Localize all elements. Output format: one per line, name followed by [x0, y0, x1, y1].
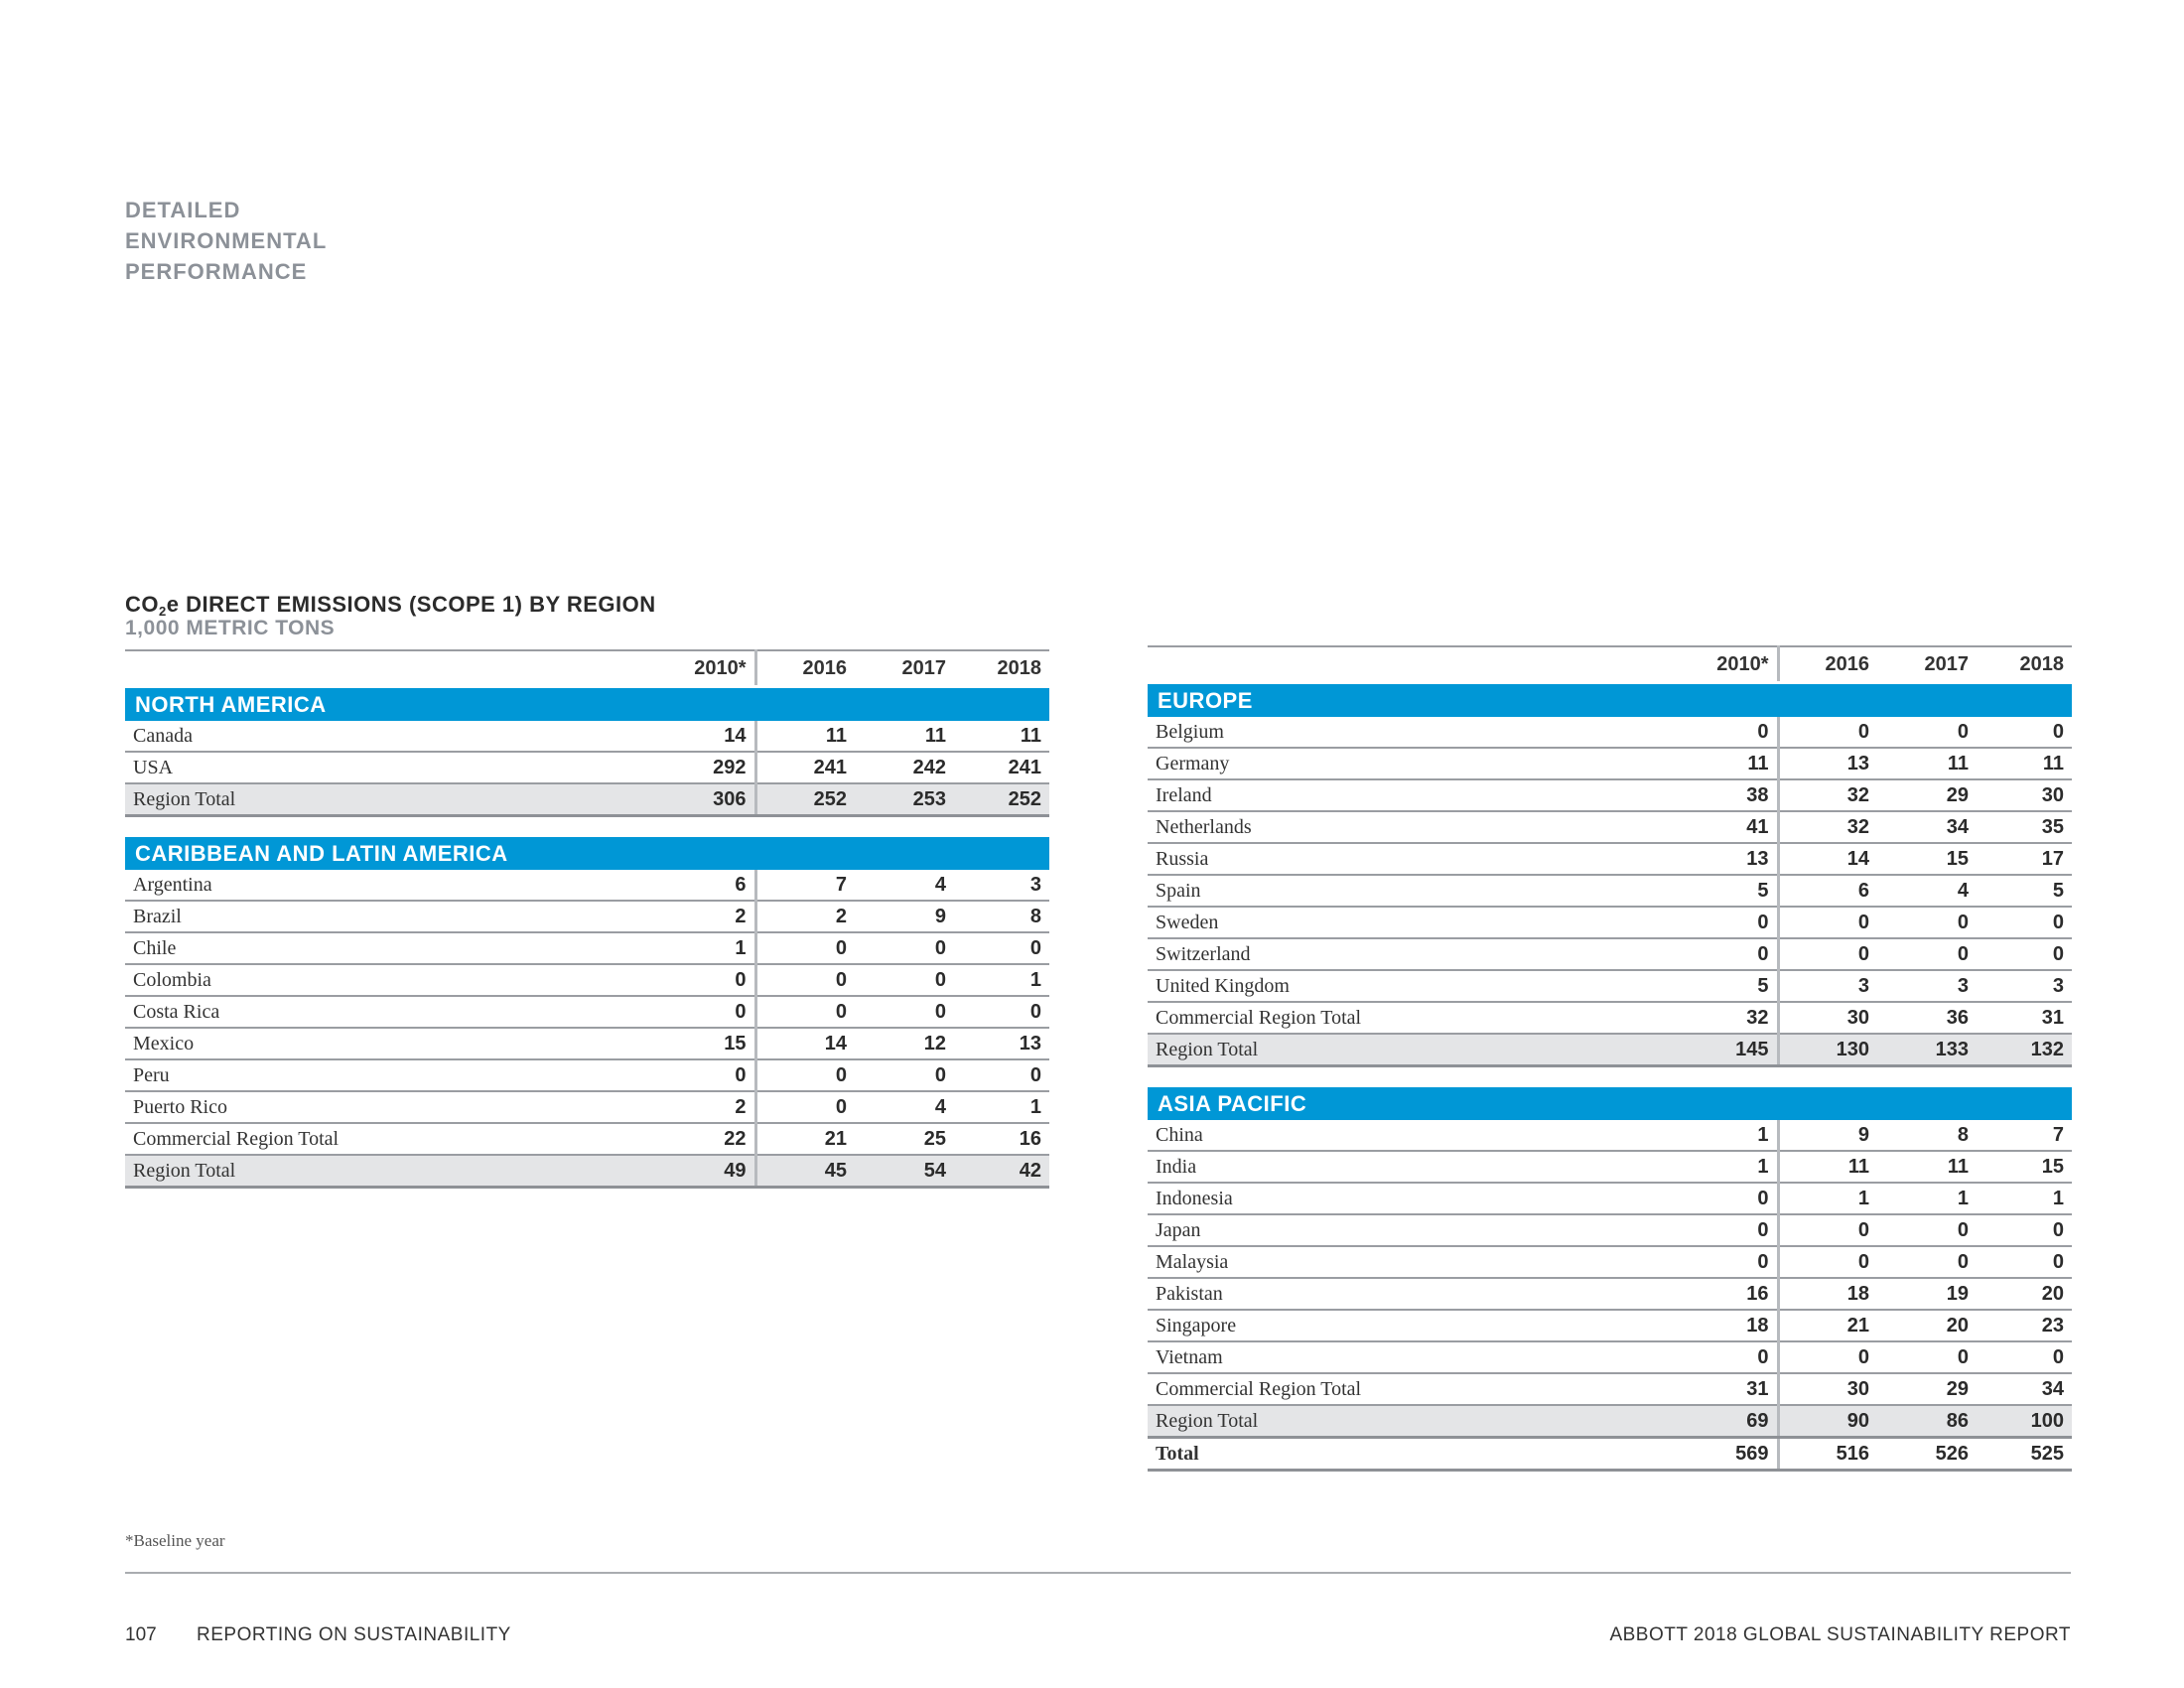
table-row	[125, 901, 1049, 932]
baseline-value-cell: 0	[656, 1059, 755, 1091]
section-label-line: DETAILED	[125, 198, 241, 222]
table-row	[125, 1028, 1049, 1059]
value-cell: 11	[1977, 748, 2072, 779]
table-row	[1148, 875, 2072, 907]
region-total-row	[1148, 1405, 2072, 1438]
value-cell: 34	[1977, 1373, 2072, 1405]
header-row	[125, 650, 1049, 687]
table-body	[1148, 683, 2072, 1471]
value-cell: 4	[1877, 875, 1977, 907]
value-cell: 32	[1778, 811, 1877, 843]
baseline-value-cell: 14	[656, 721, 755, 752]
value-cell: 2	[755, 901, 855, 932]
table-row	[125, 964, 1049, 996]
value-cell: 30	[1778, 1002, 1877, 1034]
value-cell: 36	[1877, 1002, 1977, 1034]
baseline-value-cell: 0	[1679, 907, 1778, 938]
region-name: ASIA PACIFIC	[1148, 1087, 2072, 1120]
row-label: Commercial Region Total	[125, 1123, 656, 1155]
emissions-table-left	[125, 649, 1049, 1189]
baseline-value-cell: 0	[1679, 717, 1778, 748]
row-label: Argentina	[125, 870, 656, 901]
value-cell: 0	[1977, 938, 2072, 970]
value-cell: 0	[1778, 907, 1877, 938]
column-header-year: 2010*	[1679, 646, 1778, 683]
row-label: USA	[125, 752, 656, 783]
row-label: Ireland	[1148, 779, 1679, 811]
region-name: NORTH AMERICA	[125, 687, 1049, 722]
value-cell: 3	[1977, 970, 2072, 1002]
value-cell: 29	[1877, 1373, 1977, 1405]
value-cell: 0	[1877, 907, 1977, 938]
value-cell: 9	[1778, 1120, 1877, 1151]
table-row	[125, 870, 1049, 901]
baseline-value-cell: 41	[1679, 811, 1778, 843]
baseline-value-cell: 1	[1679, 1120, 1778, 1151]
row-label: Canada	[125, 721, 656, 752]
value-cell: 11	[755, 721, 855, 752]
table-row	[1148, 970, 2072, 1002]
table-row	[1148, 1151, 2072, 1183]
table-row	[125, 1123, 1049, 1155]
table-row	[1148, 1214, 2072, 1246]
table-row	[125, 721, 1049, 752]
row-label: Japan	[1148, 1214, 1679, 1246]
value-cell: 516	[1778, 1438, 1877, 1471]
table-row	[125, 752, 1049, 783]
baseline-value-cell: 5	[1679, 970, 1778, 1002]
value-cell: 5	[1977, 875, 2072, 907]
baseline-value-cell: 18	[1679, 1310, 1778, 1341]
row-label: Sweden	[1148, 907, 1679, 938]
value-cell: 241	[755, 752, 855, 783]
value-cell: 4	[855, 870, 954, 901]
baseline-value-cell: 13	[1679, 843, 1778, 875]
emissions-table-right	[1148, 645, 2072, 1472]
baseline-value-cell: 6	[656, 870, 755, 901]
table-row	[1148, 843, 2072, 875]
baseline-value-cell: 0	[656, 964, 755, 996]
value-cell: 20	[1877, 1310, 1977, 1341]
value-cell: 21	[1778, 1310, 1877, 1341]
baseline-value-cell: 69	[1679, 1405, 1778, 1438]
section-label-line: ENVIRONMENTAL	[125, 228, 328, 253]
region-header-row	[125, 687, 1049, 722]
footer-divider	[125, 1572, 2071, 1574]
table-row	[1148, 1341, 2072, 1373]
table-header	[1148, 646, 2072, 683]
value-cell: 12	[855, 1028, 954, 1059]
value-cell: 90	[1778, 1405, 1877, 1438]
value-cell: 8	[954, 901, 1049, 932]
baseline-value-cell: 31	[1679, 1373, 1778, 1405]
table-row	[1148, 1310, 2072, 1341]
column-header-year: 2016	[1778, 646, 1877, 683]
baseline-value-cell: 0	[1679, 938, 1778, 970]
footer-section-name: REPORTING ON SUSTAINABILITY	[197, 1624, 511, 1645]
baseline-value-cell: 11	[1679, 748, 1778, 779]
region-spacer-cell	[1148, 1066, 2072, 1088]
table-row	[125, 932, 1049, 964]
value-cell: 133	[1877, 1034, 1977, 1066]
row-label: Total	[1148, 1438, 1679, 1471]
value-cell: 6	[1778, 875, 1877, 907]
value-cell: 0	[1877, 938, 1977, 970]
baseline-value-cell: 16	[1679, 1278, 1778, 1310]
table-row	[1148, 811, 2072, 843]
baseline-value-cell: 22	[656, 1123, 755, 1155]
region-total-row	[1148, 1034, 2072, 1066]
value-cell: 0	[755, 996, 855, 1028]
value-cell: 14	[755, 1028, 855, 1059]
region-spacer-cell	[125, 816, 1049, 838]
row-label: Costa Rica	[125, 996, 656, 1028]
baseline-value-cell: 49	[656, 1155, 755, 1188]
table-body	[125, 687, 1049, 1188]
table-row	[1148, 1278, 2072, 1310]
value-cell: 16	[954, 1123, 1049, 1155]
value-cell: 20	[1977, 1278, 2072, 1310]
value-cell: 30	[1778, 1373, 1877, 1405]
baseline-value-cell: 1	[656, 932, 755, 964]
header-empty-cell	[1148, 646, 1679, 683]
row-label: United Kingdom	[1148, 970, 1679, 1002]
value-cell: 29	[1877, 779, 1977, 811]
table-row	[125, 1091, 1049, 1123]
value-cell: 4	[855, 1091, 954, 1123]
row-label: Region Total	[1148, 1405, 1679, 1438]
section-label	[125, 195, 327, 287]
value-cell: 525	[1977, 1438, 2072, 1471]
value-cell: 0	[1877, 1246, 1977, 1278]
row-label: India	[1148, 1151, 1679, 1183]
column-header-year: 2018	[1977, 646, 2072, 683]
value-cell: 23	[1977, 1310, 2072, 1341]
value-cell: 17	[1977, 843, 2072, 875]
value-cell: 25	[855, 1123, 954, 1155]
row-label: Germany	[1148, 748, 1679, 779]
value-cell: 1	[1977, 1183, 2072, 1214]
value-cell: 3	[1877, 970, 1977, 1002]
baseline-value-cell: 0	[1679, 1341, 1778, 1373]
value-cell: 0	[954, 996, 1049, 1028]
region-name: CARIBBEAN AND LATIN AMERICA	[125, 837, 1049, 870]
value-cell: 32	[1778, 779, 1877, 811]
table-row	[1148, 938, 2072, 970]
value-cell: 11	[1877, 748, 1977, 779]
value-cell: 241	[954, 752, 1049, 783]
footer-report-name: ABBOTT 2018 GLOBAL SUSTAINABILITY REPORT	[1609, 1624, 2071, 1645]
value-cell: 0	[755, 1091, 855, 1123]
value-cell: 11	[954, 721, 1049, 752]
value-cell: 0	[755, 964, 855, 996]
baseline-value-cell: 0	[656, 996, 755, 1028]
value-cell: 21	[755, 1123, 855, 1155]
value-cell: 0	[1778, 717, 1877, 748]
row-label: Russia	[1148, 843, 1679, 875]
region-name: EUROPE	[1148, 683, 2072, 718]
value-cell: 100	[1977, 1405, 2072, 1438]
row-label: Brazil	[125, 901, 656, 932]
value-cell: 7	[1977, 1120, 2072, 1151]
value-cell: 1	[954, 964, 1049, 996]
table-row	[1148, 1246, 2072, 1278]
row-label: Peru	[125, 1059, 656, 1091]
row-label: Region Total	[125, 783, 656, 816]
table-header	[125, 650, 1049, 687]
table-title-suffix: e DIRECT EMISSIONS (SCOPE 1) BY REGION	[166, 592, 656, 617]
value-cell: 0	[1977, 907, 2072, 938]
value-cell: 0	[1778, 1214, 1877, 1246]
value-cell: 0	[954, 932, 1049, 964]
value-cell: 252	[755, 783, 855, 816]
region-spacer	[125, 816, 1049, 838]
baseline-value-cell: 292	[656, 752, 755, 783]
footnote: *Baseline year	[125, 1531, 225, 1550]
column-header-year: 2010*	[656, 650, 755, 687]
value-cell: 1	[1778, 1183, 1877, 1214]
page-number: 107	[125, 1624, 157, 1645]
section-label-line: PERFORMANCE	[125, 259, 308, 284]
value-cell: 14	[1778, 843, 1877, 875]
baseline-value-cell: 0	[1679, 1246, 1778, 1278]
value-cell: 31	[1977, 1002, 2072, 1034]
region-header-row	[1148, 1087, 2072, 1120]
value-cell: 18	[1778, 1278, 1877, 1310]
table-title-subscript: 2	[159, 604, 167, 619]
value-cell: 0	[1977, 1341, 2072, 1373]
value-cell: 13	[954, 1028, 1049, 1059]
row-label: Malaysia	[1148, 1246, 1679, 1278]
baseline-value-cell: 569	[1679, 1438, 1778, 1471]
table-row	[1148, 1120, 2072, 1151]
grand-total-row	[1148, 1438, 2072, 1471]
value-cell: 130	[1778, 1034, 1877, 1066]
value-cell: 3	[954, 870, 1049, 901]
table-row	[1148, 1373, 2072, 1405]
table-row	[1148, 907, 2072, 938]
table-row	[1148, 779, 2072, 811]
row-label: Vietnam	[1148, 1341, 1679, 1373]
region-header-row	[1148, 683, 2072, 718]
baseline-value-cell: 0	[1679, 1183, 1778, 1214]
table-row	[1148, 748, 2072, 779]
value-cell: 0	[1877, 1341, 1977, 1373]
value-cell: 0	[855, 932, 954, 964]
baseline-value-cell: 306	[656, 783, 755, 816]
row-label: Spain	[1148, 875, 1679, 907]
value-cell: 15	[1977, 1151, 2072, 1183]
baseline-value-cell: 15	[656, 1028, 755, 1059]
value-cell: 0	[755, 932, 855, 964]
header-row	[1148, 646, 2072, 683]
row-label: Chile	[125, 932, 656, 964]
baseline-value-cell: 38	[1679, 779, 1778, 811]
row-label: Commercial Region Total	[1148, 1373, 1679, 1405]
baseline-value-cell: 0	[1679, 1214, 1778, 1246]
value-cell: 0	[855, 1059, 954, 1091]
baseline-value-cell: 32	[1679, 1002, 1778, 1034]
table-row	[125, 1059, 1049, 1091]
value-cell: 242	[855, 752, 954, 783]
value-cell: 0	[855, 996, 954, 1028]
value-cell: 15	[1877, 843, 1977, 875]
column-header-year: 2017	[1877, 646, 1977, 683]
column-header-year: 2017	[855, 650, 954, 687]
value-cell: 0	[1977, 717, 2072, 748]
value-cell: 54	[855, 1155, 954, 1188]
value-cell: 35	[1977, 811, 2072, 843]
row-label: Pakistan	[1148, 1278, 1679, 1310]
value-cell: 0	[954, 1059, 1049, 1091]
row-label: Indonesia	[1148, 1183, 1679, 1214]
value-cell: 11	[1877, 1151, 1977, 1183]
header-empty-cell	[125, 650, 656, 687]
value-cell: 0	[1877, 717, 1977, 748]
value-cell: 7	[755, 870, 855, 901]
table-row	[1148, 717, 2072, 748]
baseline-value-cell: 1	[1679, 1151, 1778, 1183]
column-header-year: 2018	[954, 650, 1049, 687]
region-total-row	[125, 1155, 1049, 1188]
row-label: Netherlands	[1148, 811, 1679, 843]
value-cell: 0	[1778, 938, 1877, 970]
value-cell: 13	[1778, 748, 1877, 779]
value-cell: 30	[1977, 779, 2072, 811]
value-cell: 132	[1977, 1034, 2072, 1066]
table-subtitle: 1,000 METRIC TONS	[125, 617, 336, 639]
value-cell: 9	[855, 901, 954, 932]
value-cell: 8	[1877, 1120, 1977, 1151]
row-label: Puerto Rico	[125, 1091, 656, 1123]
table-title	[125, 592, 656, 619]
value-cell: 0	[1977, 1214, 2072, 1246]
value-cell: 3	[1778, 970, 1877, 1002]
table-row	[1148, 1002, 2072, 1034]
value-cell: 0	[855, 964, 954, 996]
baseline-value-cell: 2	[656, 901, 755, 932]
value-cell: 0	[755, 1059, 855, 1091]
value-cell: 1	[954, 1091, 1049, 1123]
row-label: Region Total	[1148, 1034, 1679, 1066]
value-cell: 0	[1778, 1341, 1877, 1373]
value-cell: 11	[1778, 1151, 1877, 1183]
row-label: Colombia	[125, 964, 656, 996]
value-cell: 526	[1877, 1438, 1977, 1471]
row-label: China	[1148, 1120, 1679, 1151]
region-header-row	[125, 837, 1049, 870]
value-cell: 45	[755, 1155, 855, 1188]
value-cell: 0	[1877, 1214, 1977, 1246]
row-label: Singapore	[1148, 1310, 1679, 1341]
row-label: Mexico	[125, 1028, 656, 1059]
region-spacer	[1148, 1066, 2072, 1088]
row-label: Region Total	[125, 1155, 656, 1188]
baseline-value-cell: 5	[1679, 875, 1778, 907]
table-title-prefix: CO	[125, 592, 159, 617]
column-header-year: 2016	[755, 650, 855, 687]
table-row	[1148, 1183, 2072, 1214]
baseline-value-cell: 145	[1679, 1034, 1778, 1066]
value-cell: 42	[954, 1155, 1049, 1188]
value-cell: 253	[855, 783, 954, 816]
baseline-value-cell: 2	[656, 1091, 755, 1123]
row-label: Switzerland	[1148, 938, 1679, 970]
value-cell: 34	[1877, 811, 1977, 843]
value-cell: 86	[1877, 1405, 1977, 1438]
value-cell: 11	[855, 721, 954, 752]
value-cell: 252	[954, 783, 1049, 816]
table-row	[125, 996, 1049, 1028]
region-total-row	[125, 783, 1049, 816]
row-label: Belgium	[1148, 717, 1679, 748]
value-cell: 19	[1877, 1278, 1977, 1310]
row-label: Commercial Region Total	[1148, 1002, 1679, 1034]
value-cell: 0	[1778, 1246, 1877, 1278]
value-cell: 0	[1977, 1246, 2072, 1278]
value-cell: 1	[1877, 1183, 1977, 1214]
